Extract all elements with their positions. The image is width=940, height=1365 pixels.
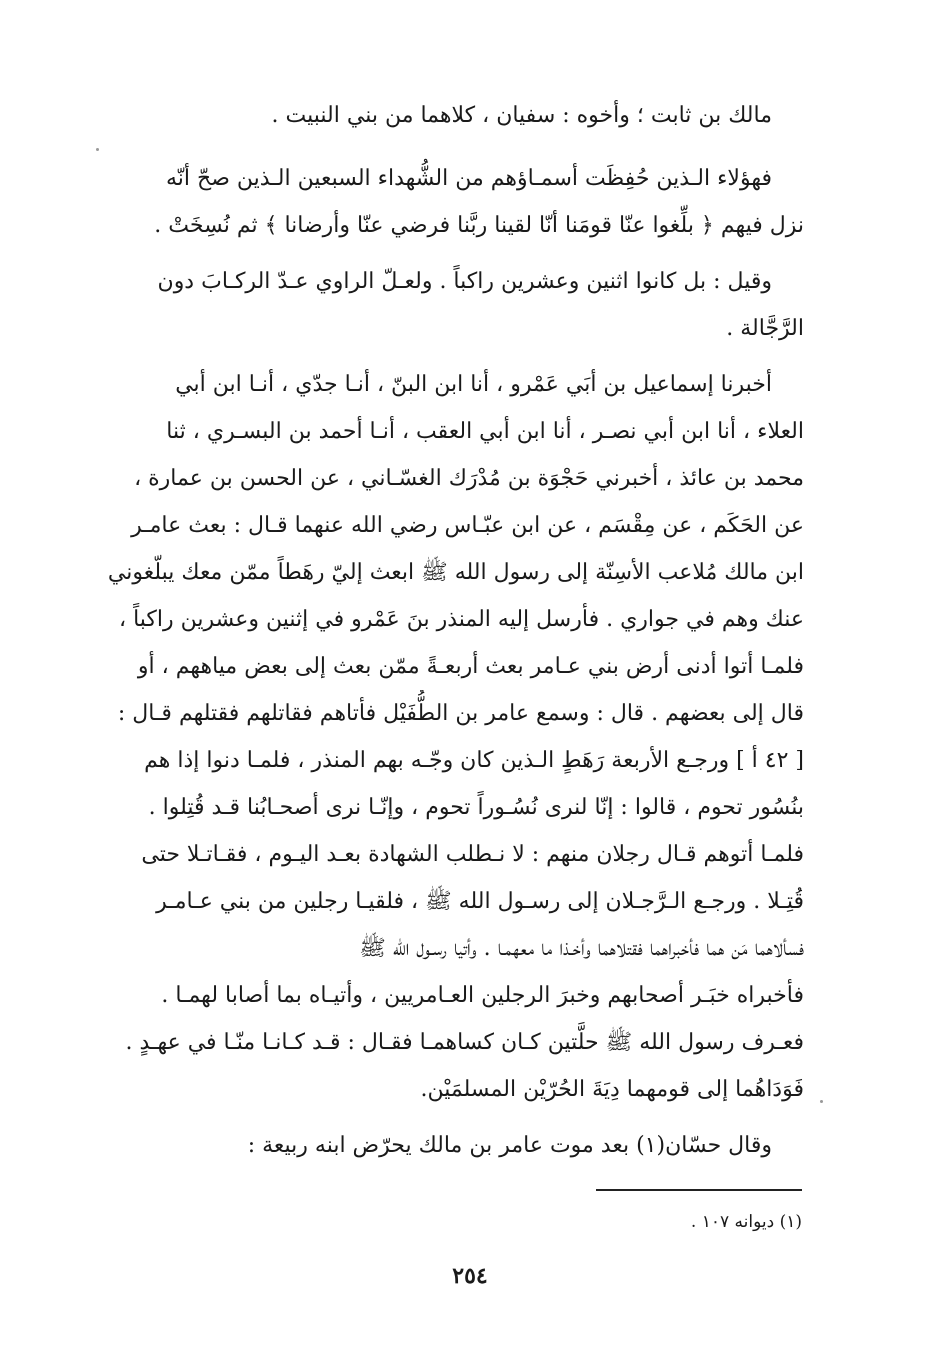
text-line: وقيل : بل كانوا اثنين وعشرين راكباً . ولعـلّ الراوي عـدّ الركـابَ دون [157,269,772,294]
text-line: فسألاهما مَن هما فأخبراهما فقتلاهما وأخـذا ما معهمـا . وأتيا رسـول الله ﷺ [359,936,804,961]
text-line: فَوَدَاهُما إلى قومهما دِيَةَ الحُرّيْن المسلمَيْن. [420,1077,804,1102]
text-line: بنُسُور تحوم ، قالوا : إنّا لنرى نُسُـوراً تحوم ، وإنّـا نرى أصحـابُنا قـد قُتِلوا . [148,795,804,820]
paragraph-5 [104,1122,804,1169]
paragraph-4 [104,361,804,1113]
text-line: مالك بن ثابت ؛ وأخوه : سفيان ، كلاهما من بني النبيت . [271,103,772,128]
text-line: الرَّجَّالة . [726,316,804,341]
footnote-separator [596,1189,802,1191]
text-line: فلمـا أتوا أدنى أرض بني عـامر بعث أربعـةً ممّن بعث إلى بعض مياههم ، أو [137,654,804,679]
page-number: ٢٥٤ [452,1263,488,1289]
text-line: فعـرف رسول الله ﷺ حلَّتين كـان كساهمـا فقـال : قـد كـانـا منّـا في عهـدٍ . [125,1030,804,1055]
footnote: (١) ديوانه ١٠٧ . [690,1212,802,1232]
text-line: فهؤلاء الـذين حُفِظَت أسمـاؤهم من الشُّهداء السبعين الـذين صحّ أنّه [166,166,772,191]
text-line: أخبرنا إسماعيل بن أبَي عَمْرو ، أنا ابن البنّ ، أنـا جدّي ، أنـا ابن أبي [175,372,772,397]
text-line: قال إلى بعضهم . قال : وسمع عامر بن الطُّفَيْل فأتاهم فقاتلهم فقتلهم قـال : [117,701,804,726]
text-line: عنك وهم في جواري . فأرسل إليه المنذر بنَ عَمْرو في إثنين وعشرين راكباً ، [118,607,804,632]
text-line: محمد بن عائذ ، أخبرني حَجْوَة بن مُدْرَك الغسّـاني ، عن الحسن بن عمارة ، [134,466,804,491]
text-line: قُتِـلا . ورجـع الـرَّجـلان إلى رسـول الله ﷺ ، فلقيـا رجلين من بني عـامـر [156,889,804,914]
text-line: فلمـا أتوهم قـال رجلان منهم : لا نـطلب الشهادة بعـد اليـوم ، فقـاتـلا حتى [141,842,804,867]
text-line: وقال حسّان(١) بعد موت عامر بن مالك يحرّض ابنه ربيعة : [247,1133,772,1158]
paragraph-1 [104,92,804,139]
text-line: العلاء ، أنا ابن أبي نصـر ، أنا ابن أبي العقب ، أنـا أحمد بن البسـري ، ثنا [166,419,804,444]
text-line: نزل فيهم ﴿ بلِّغوا عنّا قومَنا أنّا لقينا ربَّنا فرضي عنّا وأرضانا ﴾ ثم نُسِخَتْ . [154,213,804,238]
text-line: ابن مالك مُلاعب الأسِنّة إلى رسول الله ﷺ ابعث إليّ رهَطاً ممّن معك يبلّغوني [107,560,804,585]
text-line: [ ٤٢ أ ] ورجـع الأربعة رَهَطٍ الـذين كان وجّـه بهم المنذر ، فلمـا دنوا إذا هم [144,748,804,773]
text-line: فأخبراه خبَـر أصحابهم وخبرَ الرجلين العـامريين ، وأتيـاه بما أصابا لهمـا . [161,983,804,1008]
paragraph-2 [104,155,804,249]
scan-speck [820,1100,823,1103]
scan-speck [96,148,99,151]
text-line: عن الحَكَم ، عن مِقْسَم ، عن ابن عبّـاس رضي الله عنهما قـال : بعث عامـر [131,513,804,538]
paragraph-3 [104,258,804,352]
